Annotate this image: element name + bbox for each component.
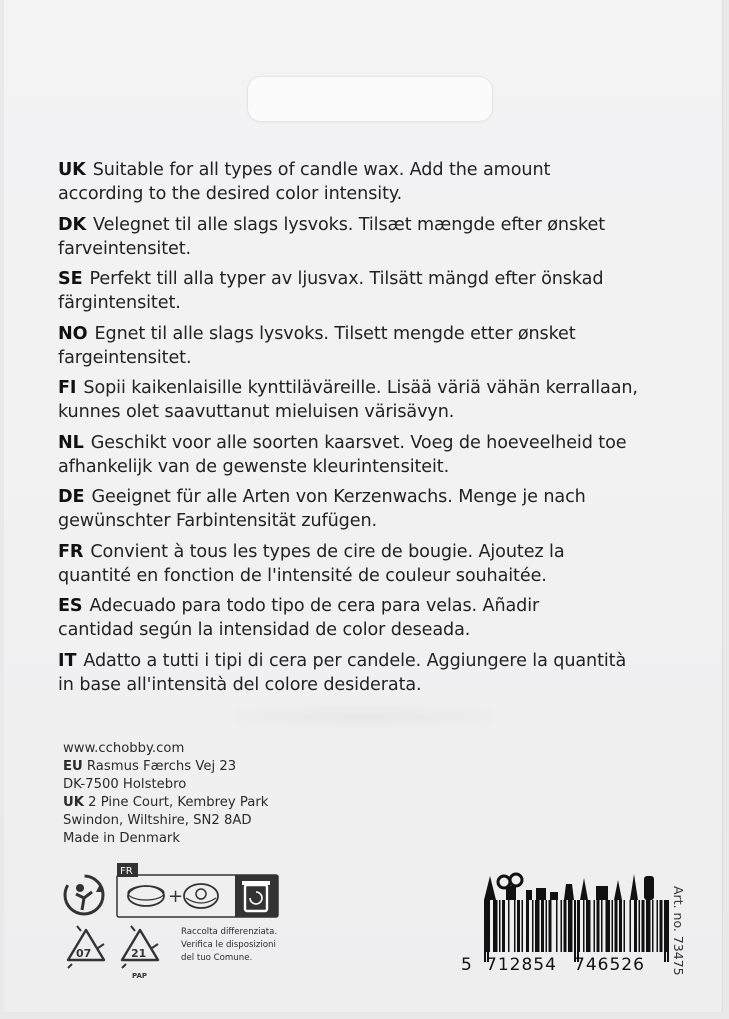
website-text: www.cchobby.com [63, 741, 185, 756]
uk-address-line2: Swindon, Wiltshire, SN2 8AD [63, 813, 252, 828]
barcode-bar [634, 900, 637, 952]
barcode-bar [546, 900, 548, 952]
barcode-bar [619, 900, 622, 952]
barcode-bar [564, 900, 567, 952]
made-in-text: Made in Denmark [63, 831, 180, 846]
barcode-group1: 712854 [486, 955, 557, 975]
barcode-bar [639, 900, 641, 952]
recycling-note: Raccolta differenziata. Verifica le disposizioni del tuo Comune. [181, 927, 278, 963]
barcode-bar [615, 900, 618, 952]
barcode-first-digit: 5 [461, 955, 472, 975]
instruction-fi: FI Sopii kaikenlaisille kynttiläväreille. Lisää väriä vähän kerrallaan, kunnes olet saavuttanut mieluisen värisävyn. [58, 378, 638, 422]
svg-text:+: + [168, 886, 184, 907]
craft-tools-silhouette-icon [484, 874, 654, 900]
barcode-group2: 746526 [574, 955, 645, 975]
barcode-bar [601, 900, 603, 952]
barcode-bars [484, 900, 669, 962]
barcode-bar [514, 900, 516, 952]
barcode-bar [549, 900, 552, 952]
uk-address-line1: UK 2 Pine Court, Kembrey Park [63, 795, 269, 810]
address-block [63, 740, 268, 848]
barcode-bar [652, 900, 654, 952]
hang-hole [247, 76, 493, 122]
instruction-es: ES Adecuado para todo tipo de cera para velas. Añadir cantidad según la intensidad de color deseada. [58, 596, 540, 640]
barcode-bar [597, 900, 600, 952]
barcode-bar [535, 900, 540, 952]
instruction-de: DE Geeignet für alle Arten von Kerzenwachs. Menge je nach gewünschter Farbintensität zufügen. [58, 487, 586, 531]
barcode-bar [624, 900, 626, 952]
barcode-bar [517, 900, 520, 952]
barcode-bar [522, 900, 524, 952]
barcode-bar [586, 900, 591, 952]
svg-text:PAP: PAP [132, 972, 148, 980]
instruction-dk: DK Velegnet til alle slags lysvoks. Tilsæt mængde efter ønsket farveintensitet. [58, 214, 606, 259]
recycle-07-icon [68, 926, 104, 968]
barcode-guard-bar [574, 900, 576, 962]
instruction-it: IT Adatto a tutti i tipi di cera per candele. Aggiungere la quantità in base all'intensità del colore desiderata. [58, 650, 627, 695]
barcode-bar [532, 900, 534, 952]
instruction-uk: UK Suitable for all types of candle wax. Add the amount according to the desired color intensity. [58, 160, 551, 204]
barcode-bar [660, 900, 663, 952]
barcode-bar [556, 900, 558, 952]
barcode-bar [657, 900, 659, 952]
triman-icon [65, 876, 104, 914]
svg-text:07: 07 [76, 947, 92, 960]
instruction-no: NO Egnet til alle slags lysvoks. Tilsett mengde etter ønsket fargeintensitet. [58, 323, 576, 368]
barcode-bar [606, 900, 611, 952]
barcode-bar [493, 900, 498, 952]
instruction-se: SE Perfekt till alla typer av ljusvax. Tilsätt mängd efter önskad färgintensitet. [58, 269, 604, 313]
barcode-bar [612, 900, 614, 952]
svg-text:FR: FR [120, 866, 133, 877]
barcode-guard-bar [667, 900, 669, 962]
recycle-bin-icon [235, 875, 278, 917]
barcode-guard-bar [484, 900, 486, 962]
instructions-block [58, 158, 708, 703]
barcode-bar [642, 900, 645, 952]
barcode-bar [583, 900, 585, 952]
barcode-bar [594, 900, 596, 952]
product-card-back [4, 0, 723, 1012]
svg-text:21: 21 [131, 947, 147, 960]
barcode-bar [508, 900, 510, 952]
barcode-bar [630, 900, 632, 952]
barcode-bar [499, 900, 501, 952]
eu-address-line2: DK-7500 Holstebro [63, 777, 187, 792]
eu-address-line1: EU Rasmus Færchs Vej 23 [63, 759, 237, 774]
barcode-bar [646, 900, 651, 952]
barcode-bar [526, 900, 529, 952]
barcode-bar [502, 900, 505, 952]
instruction-fr: FR Convient à tous les types de cire de bougie. Ajoutez la quantité en fonction de l'intensité de couleur souhaitée. [58, 541, 565, 586]
instruction-nl: NL Geschikt voor alle soorten kaarsvet. Voeg de hoeveelheid toe afhankelijk van de gewenste kleurintensiteit. [58, 432, 627, 477]
barcode-bar [561, 900, 563, 952]
recycle-21-pap-icon [122, 926, 158, 980]
barcode-bar [568, 900, 573, 952]
article-number: Art. no. 73475 [671, 886, 686, 976]
barcode-bar [541, 900, 544, 952]
print-shadow [234, 706, 494, 728]
barcode-guard-bar [487, 900, 489, 962]
barcode-guard-bar [577, 900, 579, 962]
barcode-guard-bar [664, 900, 666, 962]
